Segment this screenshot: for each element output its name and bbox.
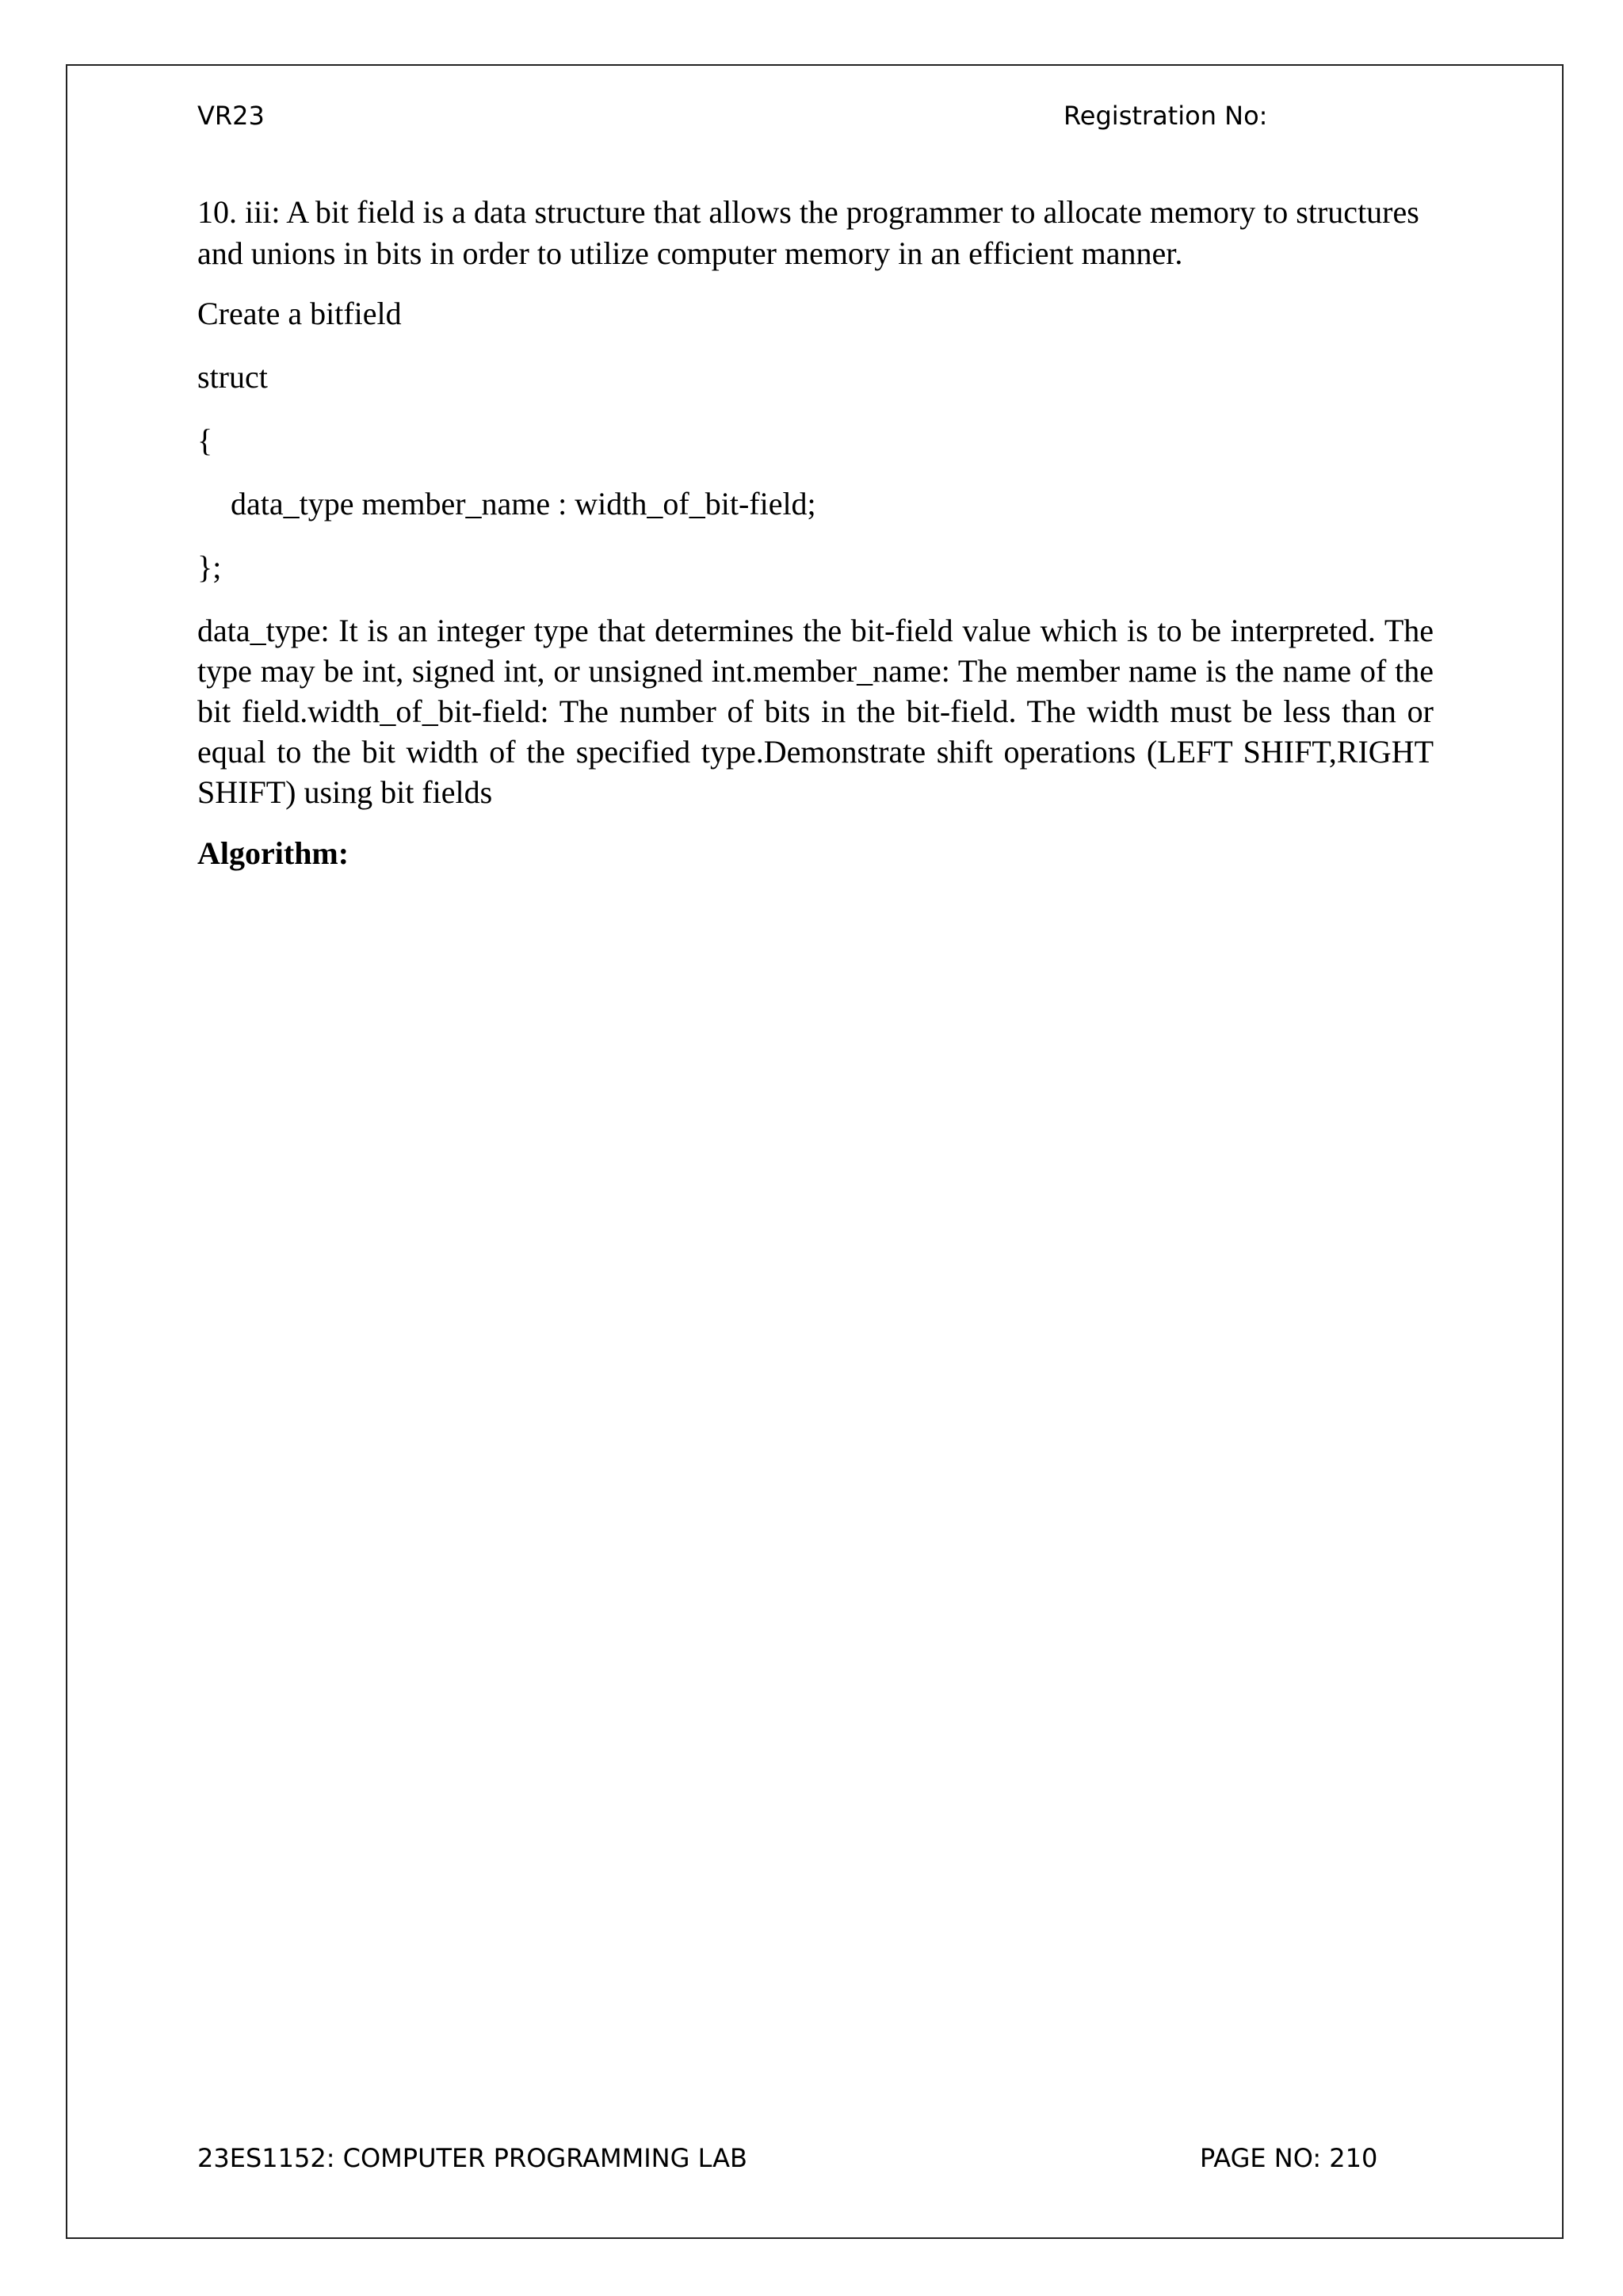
- footer-course-title: 23ES1152: COMPUTER PROGRAMMING LAB: [197, 2143, 747, 2173]
- create-bitfield-line: Create a bitfield: [197, 296, 402, 331]
- page-content: [197, 192, 1434, 874]
- footer-page-number: PAGE NO: 210: [1200, 2143, 1378, 2173]
- code-struct-keyword: struct: [197, 359, 268, 395]
- header-registration-label: Registration No:: [1064, 101, 1268, 131]
- algorithm-heading: Algorithm:: [197, 835, 349, 871]
- code-open-brace: {: [197, 422, 213, 458]
- description-paragraph: data_type: It is an integer type that determines the bit-field value which is to be interpreted. The type may be int, signed int, or unsigned int.member_name: The member name is the name of the bit field.width_of_bit-field: The number of bits in the bit-field. The width must be less than or equal to the bit width of the specified type.Demonstrate shift operations (LEFT SHIFT,RIGHT SHIFT) using bit fields: [197, 613, 1434, 810]
- header-course-code: VR23: [197, 101, 265, 131]
- code-close-brace: };: [197, 549, 222, 585]
- code-member-declaration: data_type member_name : width_of_bit-field;: [231, 486, 816, 521]
- intro-paragraph: 10. iii: A bit field is a data structure that allows the programmer to allocate memory to structures and unions in bits in order to utilize computer memory in an efficient manner.: [197, 194, 1419, 271]
